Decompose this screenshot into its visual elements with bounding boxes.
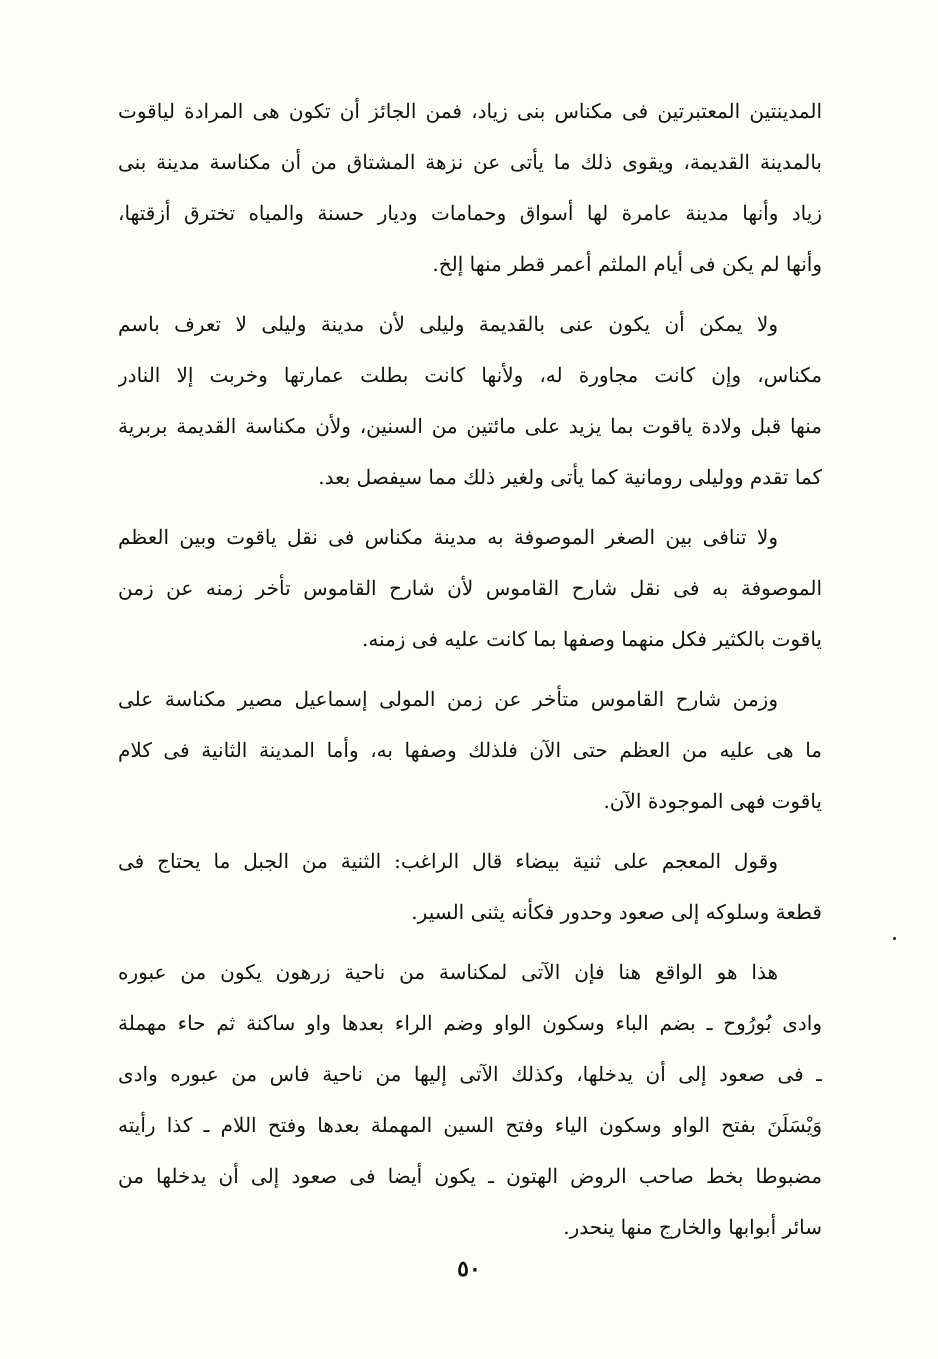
text-line: ولا تنافى بين الصغر الموصوفة به مدينة مكناس فى نقل ياقوت وبين العظم <box>118 525 778 549</box>
paragraph <box>118 299 822 503</box>
text-line: وقول المعجم على ثنية بيضاء قال الراغب: الثنية من الجبل ما يحتاج فى <box>118 849 778 873</box>
text-line: وادى بُورُوح ـ بضم الباء وسكون الواو وضم الراء بعدها واو ساكنة ثم حاء مهملة <box>118 1011 822 1035</box>
paragraph <box>118 674 822 827</box>
text-line: كما تقدم ووليلى رومانية كما يأتى ولغير ذلك مما سيفصل بعد. <box>318 465 822 489</box>
page-number: ٥٠ <box>457 1256 481 1282</box>
text-line: ولا يمكن أن يكون عنى بالقديمة وليلى لأن مدينة وليلى لا تعرف باسم <box>118 312 778 336</box>
text-line: مضبوطا بخط صاحب الروض الهتون ـ يكون أيضا فى صعود إلى أن يدخلها من <box>118 1164 822 1188</box>
text-line: وَيْسَلَنَ بفتح الواو وسكون الياء وفتح السين المهملة بعدها وفتح اللام ـ كذا رأيته <box>118 1113 822 1137</box>
text-line: المدينتين المعتبرتين فى مكناس بنى زياد، فمن الجائز أن تكون هى المرادة لياقوت <box>118 99 822 123</box>
text-line: بالمدينة القديمة، ويقوى ذلك ما يأتى عن نزهة المشتاق من أن مكناسة مدينة بنى <box>118 150 822 174</box>
text-line: مكناس، وإن كانت مجاورة له، ولأنها كانت بطلت عمارتها وخربت إلا النادر <box>118 363 822 387</box>
text-line: وزمن شارح القاموس متأخر عن زمن المولى إسماعيل مصير مكناسة على <box>118 687 778 711</box>
text-line: زياد وأنها مدينة عامرة لها أسواق وحمامات وديار حسنة والمياه تخترق أزقتها، <box>118 201 822 225</box>
text-line: وأنها لم يكن فى أيام الملثم أعمر قطر منها إلخ. <box>432 252 822 276</box>
body-text <box>118 86 822 1262</box>
text-line: ـ فى صعود إلى أن يدخلها، وكذلك الآتى إليها من ناحية فاس من عبوره وادى <box>118 1062 822 1086</box>
text-line: سائر أبوابها والخارج منها ينحدر. <box>563 1215 822 1239</box>
text-line: منها قبل ولادة ياقوت بما يزيد على مائتين من السنين، ولأن مكناسة القديمة بربرية <box>118 414 822 438</box>
text-line: ياقوت فهى الموجودة الآن. <box>603 789 822 813</box>
text-line: قطعة وسلوكه إلى صعود وحدور فكأنه يثنى السير. <box>411 900 822 924</box>
paragraph <box>118 836 822 938</box>
text-line: ياقوت بالكثير فكل منهما وصفها بما كانت عليه فى زمنه. <box>361 627 822 651</box>
paragraph <box>118 512 822 665</box>
print-speck <box>893 937 896 940</box>
text-line: الموصوفة به فى نقل شارح القاموس لأن شارح القاموس تأخر زمنه عن زمن <box>118 576 822 600</box>
text-line: هذا هو الواقع هنا فإن الآتى لمكناسة من ناحية زرهون يكون من عبوره <box>118 960 778 984</box>
text-line: ما هى عليه من العظم حتى الآن فلذلك وصفها به، وأما المدينة الثانية فى كلام <box>118 738 822 762</box>
paragraph <box>118 947 822 1253</box>
paragraph <box>118 86 822 290</box>
